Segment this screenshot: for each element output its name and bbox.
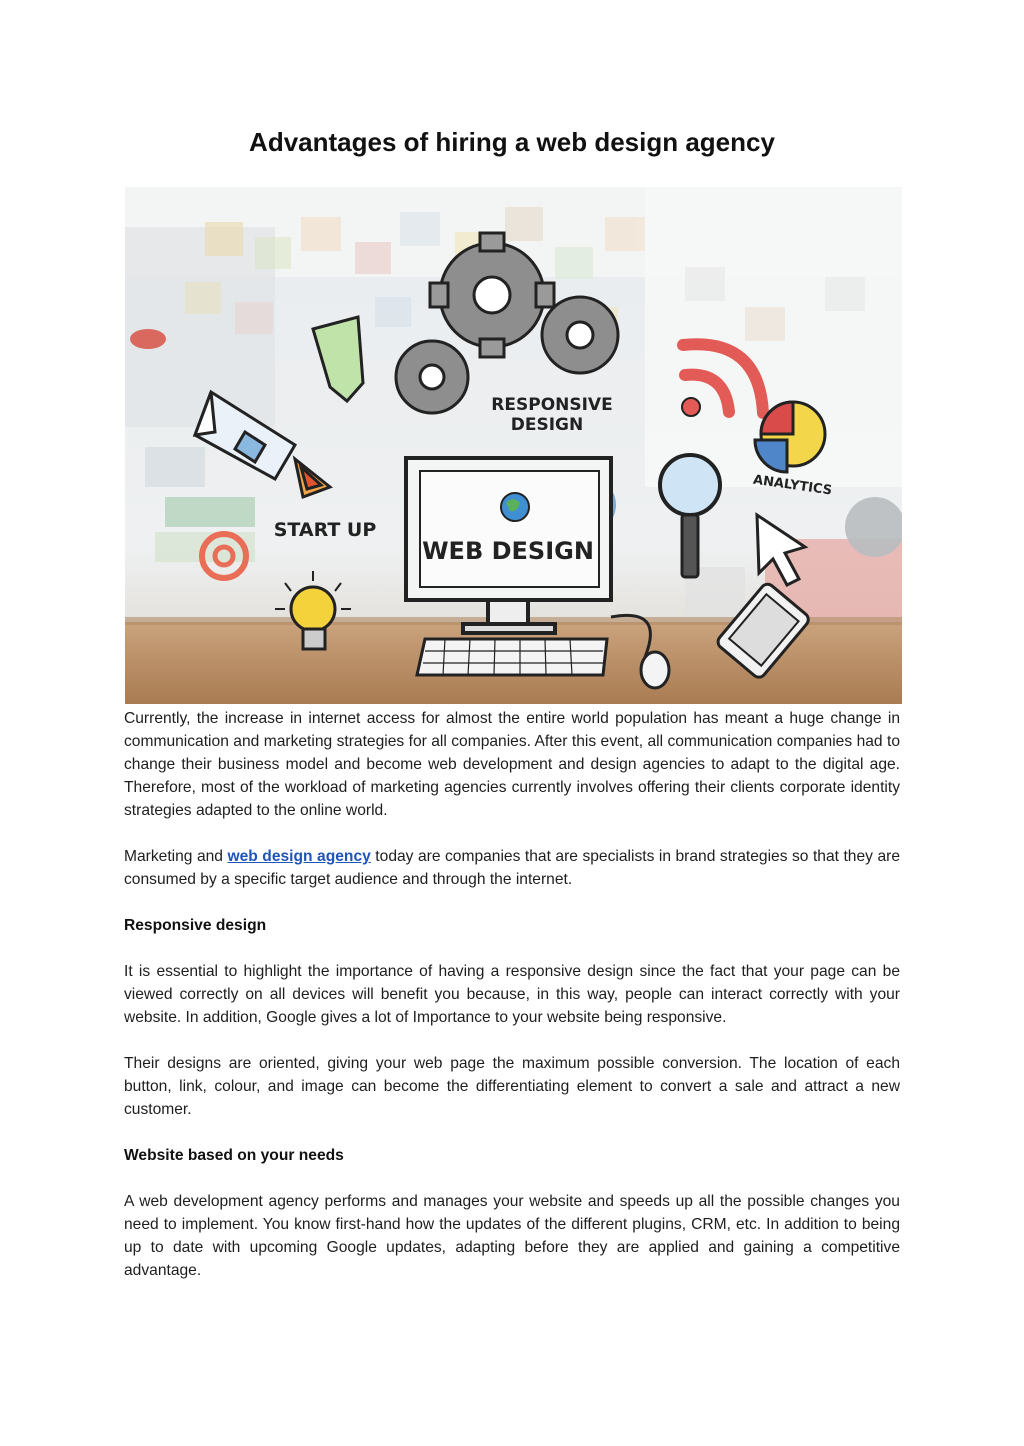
page-title: Advantages of hiring a web design agency — [249, 127, 775, 157]
article-body — [124, 707, 900, 1305]
hero-label-responsive: RESPONSIVE — [491, 395, 613, 415]
intro-paragraph: Currently, the increase in internet access for almost the entire world population has meant a huge change in communication and marketing strategies for all companies. After this event, all communication companies had to change their business model and become web development and design agencies to adapt to the digital age. Therefore, most of the workload of marketing agencies currently involves offering their clients corporate identity strategies adapted to the online world. — [124, 710, 900, 819]
marketing-text-before: Marketing and — [124, 848, 228, 865]
hero-label-webdesign: WEB DESIGN — [422, 537, 594, 565]
hero-illustration — [125, 187, 902, 704]
marketing-paragraph — [124, 845, 900, 891]
hero-label-startup: START UP — [273, 519, 377, 541]
heading-responsive-design: Responsive design — [124, 917, 267, 934]
web-design-agency-link[interactable]: web design agency — [227, 848, 371, 865]
marketing-text-after: today are companies that are specialists in brand strategies so that they are consumed by a specific target audience and through the internet. — [124, 848, 900, 888]
hero-label-analytics: ANALYTICS — [752, 472, 833, 499]
hero-label-design: DESIGN — [510, 415, 584, 435]
responsive-paragraph-1: It is essential to highlight the importance of having a responsive design since the fact that your page can be viewed correctly on all devices will benefit you because, in this way, people can interact correctly with your website. In addition, Google gives a lot of Importance to your website being responsive. — [124, 963, 900, 1026]
needs-paragraph: A web development agency performs and manages your website and speeds up all the possible changes you need to implement. You know first-hand how the updates of the different plugins, CRM, etc. In addition to being up to date with upcoming Google updates, adapting before they are applied and gaining a competitive advantage. — [124, 1193, 900, 1279]
heading-website-needs: Website based on your needs — [124, 1147, 344, 1164]
responsive-paragraph-2: Their designs are oriented, giving your web page the maximum possible conversion. The location of each button, link, colour, and image can become the differentiating element to convert a sale and attract a new customer. — [124, 1055, 900, 1118]
